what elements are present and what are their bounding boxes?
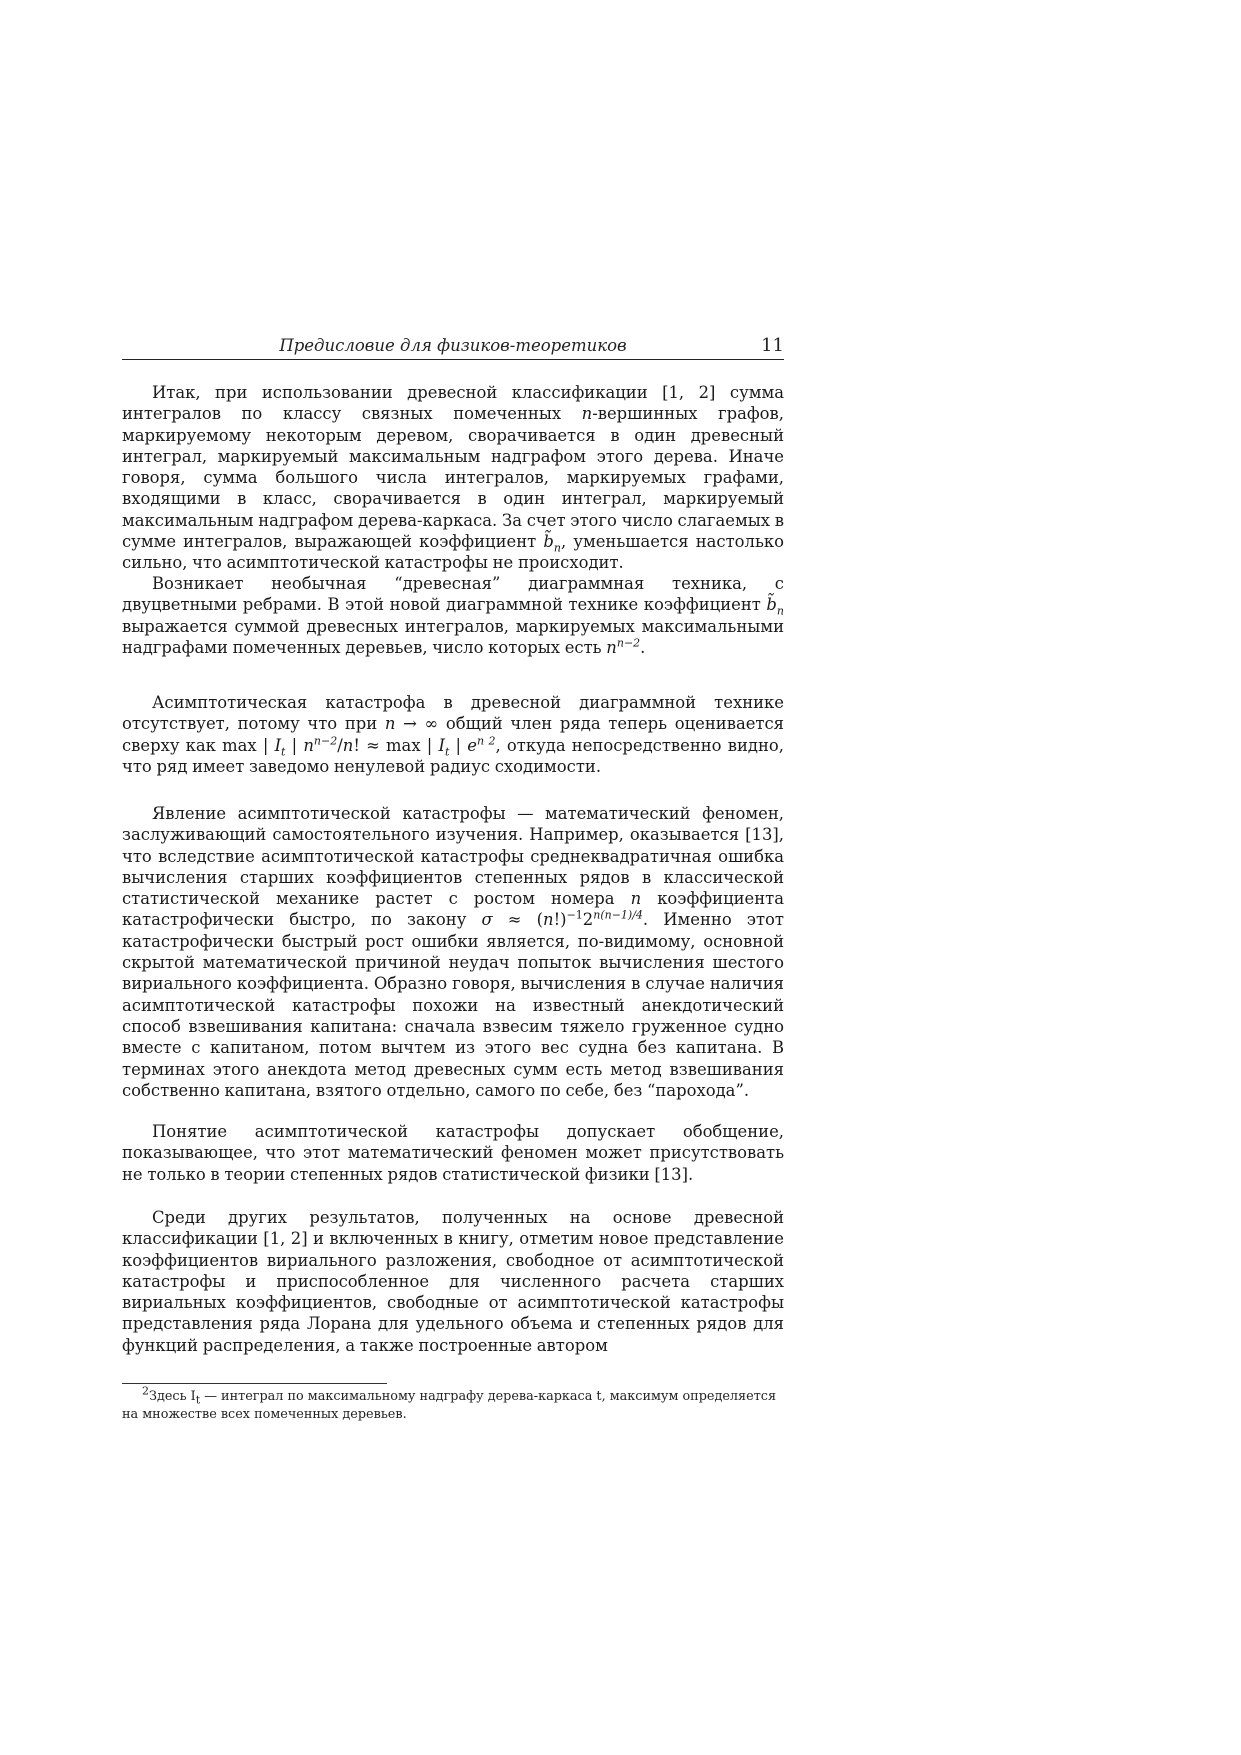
footnote: $^2$Здесь $I_t$ — интеграл по максимальному надграфу дерева-каркаса t, максимум определяется на множестве всех помеченных деревьев. bbox=[122, 1384, 777, 1422]
paragraph-catastrophe-phenomenon: Явление асимптотической катастрофы — математический феномен, заслуживающий самостоятельного изучения. Например, оказывается [13], что вследствие асимптотической катастрофы среднеквадратичная ошибка вычисления старших коэффициентов степенных рядов в классической статистической механике растет с ростом номера n коэффициента катастрофически быстро, по закону $\sigma \approx (n!)^{-1}2^{n(n-1)/4}$. Именно этот катастрофически быстрый рост ошибки является, по-видимому, основной скрытой математической причиной неудач попыток вычисления шестого вириального коэффициента. Образно говоря, вычисления в случае наличия асимптотической катастрофы похожи на известный анекдотический способ взвешивания капитана: сначала взвесим тяжело груженное судно вместе с капитаном, потом вычтем из этого вес судна без капитана. В терминах этого анекдота метод древесных сумм есть метод взвешивания собственно капитана, взятого отдельно, самого по себе, без “парохода”. bbox=[122, 804, 784, 1100]
header-rule bbox=[122, 359, 784, 360]
running-header bbox=[122, 333, 784, 359]
paragraph-tree-integrals: Итак, при использовании древесной классификации [1, 2] сумма интегралов по классу связных помеченных n-вершинных графов, маркируемому некоторым деревом, сворачивается в один древесный интеграл, маркируемый максимальным надграфом этого дерева. Иначе говоря, сумма большого числа интегралов, маркируемых графами, входящими в класс, сворачивается в один интеграл, маркируемый максимальным надграфом дерева-каркаса. За счет этого число слагаемых в сумме интегралов, выражающей коэффициент $b̃_n$, уменьшается настолько сильно, что асимптотической катастрофы не происходит. bbox=[122, 383, 784, 573]
footnote-rule bbox=[122, 1383, 387, 1384]
paragraph-diagram-technique: Возникает необычная “древесная” диаграммная техника, с двуцветными ребрами. В этой новой диаграммной технике коэффициент $b̃_n$ выражается суммой древесных интегралов, маркируемых максимальными надграфами помеченных деревьев, число которых есть $n^{n-2}$. bbox=[122, 574, 784, 657]
page-number: 11 bbox=[761, 335, 784, 356]
running-title: Предисловие для физиков-теоретиков bbox=[279, 336, 627, 355]
paragraph-no-catastrophe: Асимптотическая катастрофа в древесной диаграммной технике отсутствует, потому что при n → ∞ общий член ряда теперь оценивается сверху как max | $I_t$ | $n^{n-2}/n$! ≈ max | $I_t$ | $e^{n 2}$, откуда непосредственно видно, что ряд имеет заведомо ненулевой радиус сходимости. bbox=[122, 693, 785, 776]
paragraph-generalization: Понятие асимптотической катастрофы допускает обобщение, показывающее, что этот математический феномен может присутствовать не только в теории степенных рядов статистической физики [13]. bbox=[122, 1122, 784, 1184]
paragraph-other-results: Среди других результатов, полученных на основе древесной классификации [1, 2] и включенных в книгу, отметим новое представление коэффициентов вириального разложения, свободное от асимптотической катастрофы и приспособленное для численного расчета старших вириальных коэффициентов, свободные от асимптотической катастрофы представления ряда Лорана для удельного объема и степенных рядов для функций распределения, а также построенные автором bbox=[122, 1208, 784, 1355]
